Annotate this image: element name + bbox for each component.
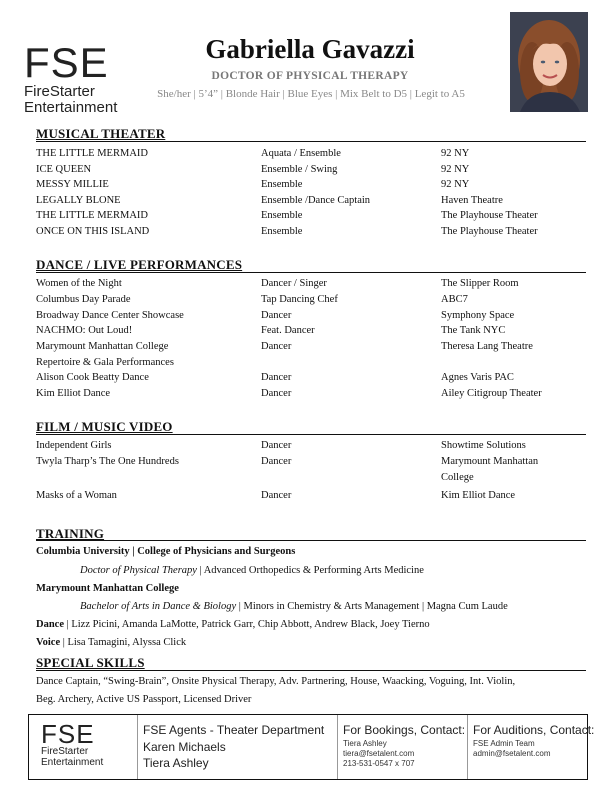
page-title: Gabriella Gavazzi xyxy=(205,34,415,64)
credit-title: Alison Cook Beatty Dance xyxy=(36,372,149,383)
training-label: Voice xyxy=(36,637,61,648)
logo-letters: FSE xyxy=(24,39,109,86)
table-row xyxy=(36,294,596,310)
credit-venue: The Playhouse Theater xyxy=(441,226,538,237)
section-divider xyxy=(36,540,586,541)
credit-title: MESSY MILLIE xyxy=(36,179,109,190)
credit-role: Dancer xyxy=(261,388,292,399)
agent-name: Tiera Ashley xyxy=(143,756,209,770)
credit-title: Repertoire & Gala Performances xyxy=(36,357,174,368)
credit-venue: 92 NY xyxy=(441,179,470,190)
footer-agents-cell xyxy=(137,715,338,779)
table-row xyxy=(36,372,596,388)
footer-auditions-cell xyxy=(467,715,595,779)
degree-name: Doctor of Physical Therapy xyxy=(80,565,197,576)
credit-role: Dancer / Singer xyxy=(261,278,327,289)
credit-role: Dancer xyxy=(261,456,292,467)
credit-title: ICE QUEEN xyxy=(36,164,92,175)
credit-title: Kim Elliot Dance xyxy=(36,388,111,399)
credit-venue: Theresa Lang Theatre xyxy=(441,341,533,352)
table-row xyxy=(36,341,596,357)
table-row xyxy=(36,440,596,456)
agency-footer xyxy=(28,714,595,780)
skills-line: Beg. Archery, Active US Passport, Licensed Driver xyxy=(36,694,252,705)
auditions-name: FSE Admin Team xyxy=(473,739,535,748)
logo-line2: Entertainment xyxy=(41,756,104,768)
table-row xyxy=(36,148,596,164)
table-row xyxy=(36,195,596,211)
credit-venue: ABC7 xyxy=(441,294,468,305)
credit-role: Dancer xyxy=(261,341,292,352)
training-teachers: | Lizz Picini, Amanda LaMotte, Patrick Garr, Chip Abbott, Andrew Black, Joey Tierno xyxy=(64,619,430,630)
credit-role: Ensemble xyxy=(261,210,303,221)
table-row xyxy=(36,278,596,294)
table-row xyxy=(36,179,596,195)
section-title-training: TRAINING xyxy=(36,526,105,541)
degree-details: | Advanced Orthopedics & Performing Arts Medicine xyxy=(196,565,424,576)
credit-venue: Showtime Solutions xyxy=(441,440,526,451)
table-row xyxy=(36,357,596,373)
credit-venue: Ailey Citigroup Theater xyxy=(441,388,542,399)
credit-title: Columbus Day Parade xyxy=(36,294,131,305)
skills-line: Dance Captain, “Swing-Brain”, Onsite Physical Therapy, Adv. Partnering, House, Waacking, Voguing, Int. Violin, xyxy=(36,676,516,687)
fse-logo-small xyxy=(41,721,103,768)
credit-title: Masks of a Woman xyxy=(36,490,117,501)
training-teachers: | Lisa Tamagini, Alyssa Click xyxy=(60,637,187,648)
credit-venue: Kim Elliot Dance xyxy=(441,490,516,501)
credit-role: Dancer xyxy=(261,372,292,383)
auditions-title: For Auditions, Contact: xyxy=(473,723,595,737)
table-row xyxy=(36,456,596,472)
credit-role: Tap Dancing Chef xyxy=(261,294,338,305)
credit-role: Dancer xyxy=(261,310,292,321)
credit-role: Aquata / Ensemble xyxy=(261,148,341,159)
logo-line1: FireStarter xyxy=(24,83,95,100)
profession-subtitle: DOCTOR OF PHYSICAL THERAPY xyxy=(211,70,409,82)
training-dance xyxy=(36,619,430,630)
credit-venue: 92 NY xyxy=(441,148,470,159)
credit-title: Independent Girls xyxy=(36,440,112,451)
credit-venue: The Slipper Room xyxy=(441,278,519,289)
bookings-title: For Bookings, Contact: xyxy=(343,723,466,737)
credit-title: NACHMO: Out Loud! xyxy=(36,325,133,336)
credit-title: THE LITTLE MERMAID xyxy=(36,210,148,221)
credit-venue: Marymount Manhattan xyxy=(441,456,539,467)
logo-letters: FSE xyxy=(41,719,95,749)
footer-logo-cell xyxy=(29,715,138,779)
degree-details: | Minors in Chemistry & Arts Management | Magna Cum Laude xyxy=(236,601,508,612)
bookings-email[interactable]: tiera@fsetalent.com xyxy=(343,749,415,758)
training-degree xyxy=(80,565,424,576)
section-title-dance: DANCE / LIVE PERFORMANCES xyxy=(36,257,243,272)
credit-role: Ensemble xyxy=(261,179,303,190)
section-divider xyxy=(36,434,586,435)
section-divider xyxy=(36,141,586,142)
fse-logo xyxy=(24,39,118,116)
credit-role: Feat. Dancer xyxy=(261,325,315,336)
table-row xyxy=(36,164,596,180)
credit-role: Ensemble / Swing xyxy=(261,164,338,175)
credit-title: Twyla Tharp’s The One Hundreds xyxy=(36,456,179,467)
credit-venue: College xyxy=(441,472,474,483)
training-school: Columbia University | College of Physicians and Surgeons xyxy=(36,546,296,557)
credit-venue: The Playhouse Theater xyxy=(441,210,538,221)
section-divider xyxy=(36,272,586,273)
section-title-musical-theater: MUSICAL THEATER xyxy=(36,126,166,141)
section-divider xyxy=(36,670,586,671)
table-row xyxy=(36,226,596,242)
table-row xyxy=(36,325,596,341)
credit-title: THE LITTLE MERMAID xyxy=(36,148,148,159)
agents-title: FSE Agents - Theater Department xyxy=(143,723,325,737)
credit-venue: Haven Theatre xyxy=(441,195,503,206)
credit-role: Ensemble xyxy=(261,226,303,237)
training-label: Dance xyxy=(36,619,64,630)
credit-title: Marymount Manhattan College xyxy=(36,341,169,352)
training-voice xyxy=(36,637,186,648)
credit-title: ONCE ON THIS ISLAND xyxy=(36,226,150,237)
credit-venue: Agnes Varis PAC xyxy=(441,372,514,383)
bookings-name: Tiera Ashley xyxy=(343,739,387,748)
table-row xyxy=(36,210,596,226)
logo-line1: FireStarter xyxy=(41,746,89,757)
personal-stats: She/her | 5’4” | Blonde Hair | Blue Eyes | Mix Belt to D5 | Legit to A5 xyxy=(157,88,465,100)
section-title-film: FILM / MUSIC VIDEO xyxy=(36,419,173,434)
credit-role: Ensemble /Dance Captain xyxy=(261,195,371,206)
section-title-skills: SPECIAL SKILLS xyxy=(36,655,145,670)
table-row xyxy=(36,472,596,488)
credit-role: Dancer xyxy=(261,440,292,451)
table-row xyxy=(36,388,596,404)
degree-name: Bachelor of Arts in Dance & Biology xyxy=(80,601,237,612)
headshot-photo xyxy=(510,12,588,112)
table-row xyxy=(36,310,596,326)
credit-title: Women of the Night xyxy=(36,278,122,289)
logo-line2: Entertainment xyxy=(24,98,118,116)
credit-title: LEGALLY BLONE xyxy=(36,195,121,206)
credit-role: Dancer xyxy=(261,490,292,501)
bookings-phone: 213-531-0547 x 707 xyxy=(343,759,415,768)
credit-venue: 92 NY xyxy=(441,164,470,175)
credit-venue: The Tank NYC xyxy=(441,325,506,336)
table-row xyxy=(36,490,596,506)
credit-title: Broadway Dance Center Showcase xyxy=(36,310,184,321)
training-degree xyxy=(80,601,508,612)
agent-name: Karen Michaels xyxy=(143,740,226,754)
credit-venue: Symphony Space xyxy=(441,310,515,321)
training-school: Marymount Manhattan College xyxy=(36,583,179,594)
footer-bookings-cell xyxy=(337,715,468,779)
auditions-email[interactable]: admin@fsetalent.com xyxy=(473,749,551,758)
